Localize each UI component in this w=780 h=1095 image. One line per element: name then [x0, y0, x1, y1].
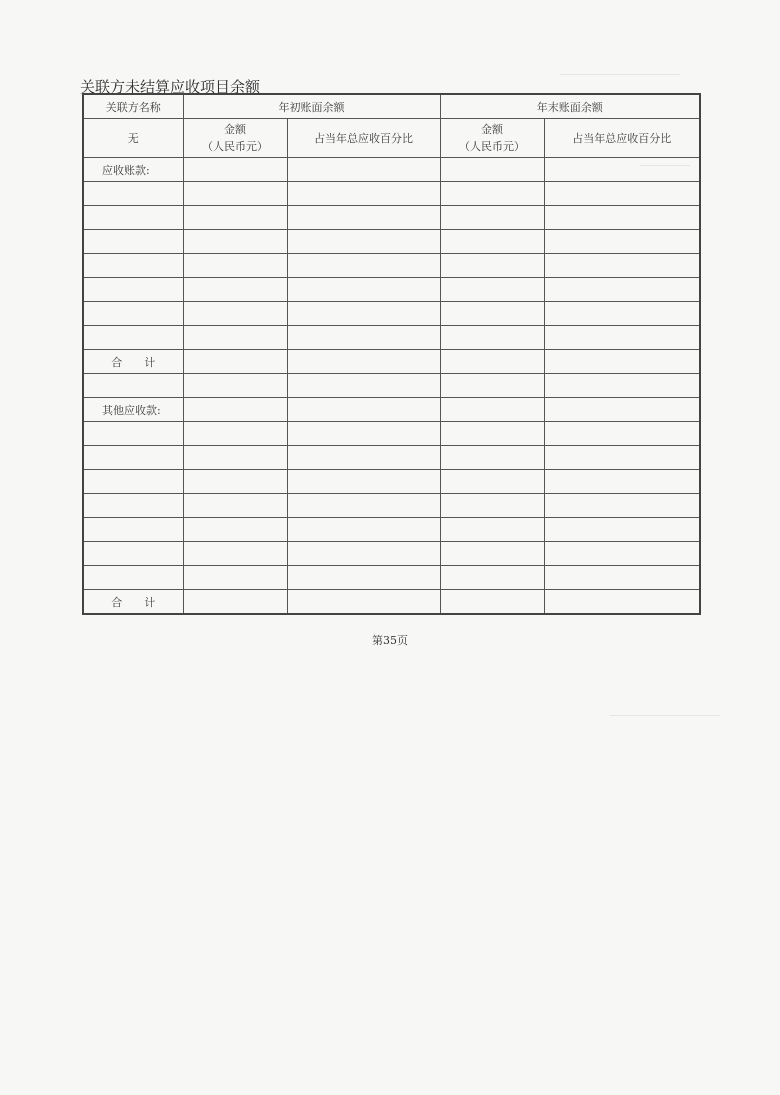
- total-row: [83, 350, 700, 374]
- header-closing-amount: [440, 119, 544, 158]
- page-title: 关联方未结算应收项目余额: [80, 78, 261, 96]
- table-row: [83, 446, 700, 470]
- header-closing-percent: 占当年总应收百分比: [544, 119, 700, 158]
- table-row: [83, 398, 700, 422]
- table-row: [83, 566, 700, 590]
- header-closing-balance: 年末账面余额: [440, 94, 700, 119]
- table-row: [83, 158, 700, 182]
- table-row: [83, 422, 700, 446]
- table-row: [83, 230, 700, 254]
- other-receivables-label: 其他应收款:: [83, 398, 183, 422]
- header-opening-amount: [183, 119, 287, 158]
- related-party-receivables-table: [82, 93, 701, 615]
- bleed-through-line: [610, 715, 720, 716]
- bleed-through-line: [560, 74, 680, 75]
- table-row: [83, 206, 700, 230]
- amount-label: 金额: [481, 123, 503, 136]
- table-header-row: [83, 94, 700, 119]
- total-label: 合 计: [83, 350, 183, 374]
- table-row: [83, 182, 700, 206]
- table-row: [83, 494, 700, 518]
- header-related-party-name: 关联方名称: [83, 94, 183, 119]
- table-row: [83, 278, 700, 302]
- total-label: 合 计: [83, 590, 183, 615]
- table-row: [83, 254, 700, 278]
- header-opening-balance: 年初账面余额: [183, 94, 440, 119]
- table-row: [83, 470, 700, 494]
- currency-label: （人民币元）: [459, 140, 525, 153]
- table-row: [83, 374, 700, 398]
- table-row: [83, 302, 700, 326]
- amount-label: 金额: [224, 123, 246, 136]
- total-row: [83, 590, 700, 615]
- table-row: [83, 542, 700, 566]
- table-row: [83, 518, 700, 542]
- header-opening-percent: 占当年总应收百分比: [287, 119, 440, 158]
- table-row: [83, 326, 700, 350]
- none-value-cell: 无: [83, 119, 183, 158]
- currency-label: （人民币元）: [202, 140, 268, 153]
- table-subheader-row: [83, 119, 700, 158]
- accounts-receivable-label: 应收账款:: [83, 158, 183, 182]
- page-number: 第35页: [372, 634, 408, 647]
